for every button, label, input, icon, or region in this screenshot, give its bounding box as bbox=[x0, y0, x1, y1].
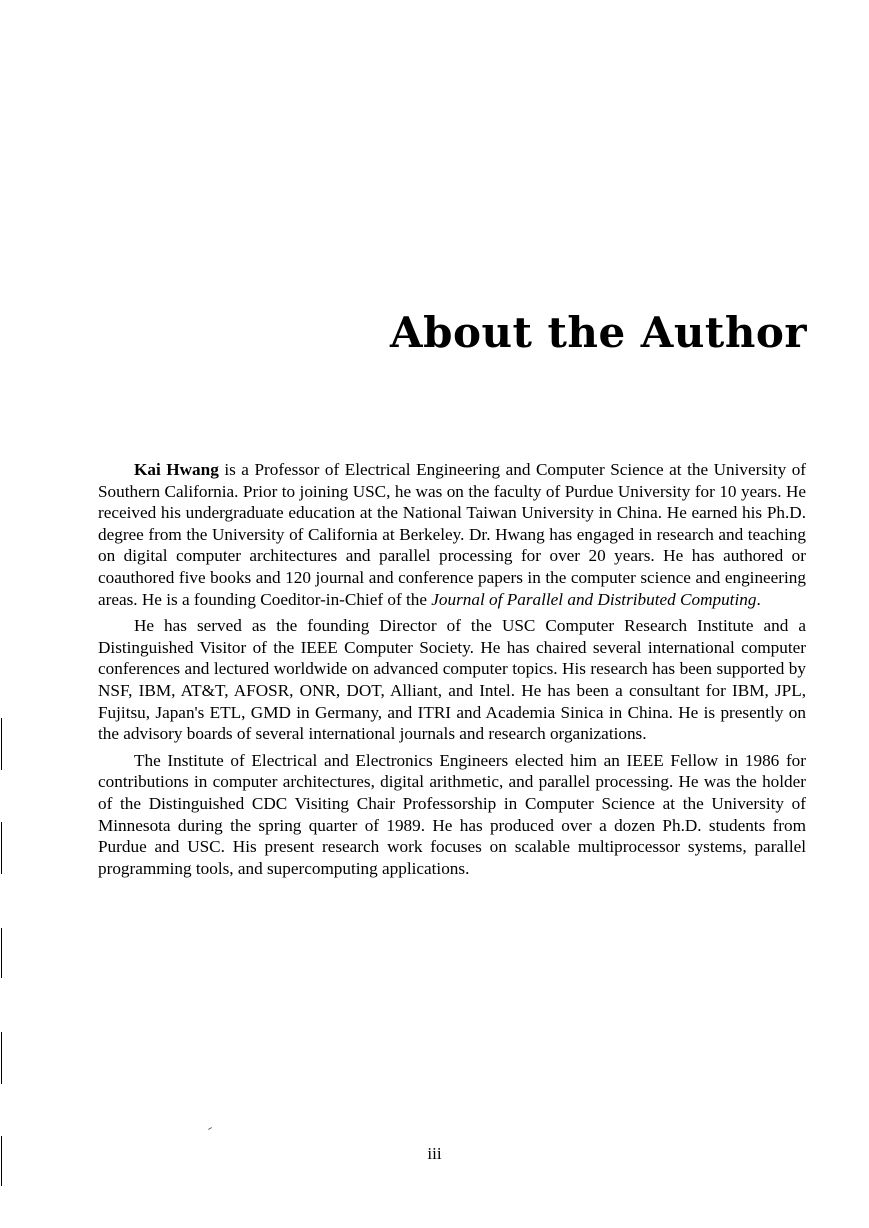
scan-speck bbox=[208, 1127, 212, 1130]
author-name: Kai Hwang bbox=[134, 460, 219, 479]
binding-edge-mark bbox=[1, 718, 2, 770]
chapter-heading: About the Author bbox=[389, 308, 807, 357]
bio-paragraph-2: He has served as the founding Director of the USC Computer Research Institute and a Distinguished Visitor of the IEEE Computer Society. He has chaired several international computer conferences and lectured worldwide on advanced computer topics. His research has been supported by NSF, IBM, AT&T, AFOSR, ONR, DOT, Alliant, and Intel. He has been a consultant for IBM, JPL, Fujitsu, Japan's ETL, GMD in Germany, and ITRI and Academia Sinica in China. He is presently on the advisory boards of several international journals and research organizations. bbox=[98, 616, 806, 744]
bio-paragraph-1-text: is a Professor of Electrical Engineering and Computer Science at the University of Southern California. Prior to joining USC, he was on the faculty of Purdue University for 10 years. He received his undergraduate education at the National Taiwan University in China. He earned his Ph.D. degree from the University of California at Berkeley. Dr. Hwang has engaged in research and teaching on digital computer architectures and parallel processing for over 20 years. He has authored or coauthored five books and 120 journal and conference papers in the computer science and engineering areas. He is a founding Coeditor-in-Chief of the bbox=[98, 460, 807, 609]
author-biography bbox=[98, 459, 806, 884]
bio-paragraph-1 bbox=[98, 459, 806, 610]
journal-title: Journal of Parallel and Distributed Computing bbox=[431, 589, 757, 609]
binding-edge-mark bbox=[1, 1032, 2, 1084]
binding-edge-mark bbox=[1, 822, 2, 874]
bio-paragraph-1-end: . bbox=[756, 589, 761, 609]
bio-paragraph-3: The Institute of Electrical and Electronics Engineers elected him an IEEE Fellow in 1986 for contributions in computer architectures, digital arithmetic, and parallel processing. He was the holder of the Distinguished CDC Visiting Chair Professorship in Computer Science at the University of Minnesota during the spring quarter of 1989. He has produced over a dozen Ph.D. students from Purdue and USC. His present research work focuses on scalable multiprocessor systems, parallel programming tools, and supercomputing applications. bbox=[98, 750, 806, 878]
page-number: iii bbox=[427, 1144, 442, 1163]
binding-edge-mark bbox=[1, 1136, 2, 1186]
binding-edge-mark bbox=[1, 928, 2, 978]
